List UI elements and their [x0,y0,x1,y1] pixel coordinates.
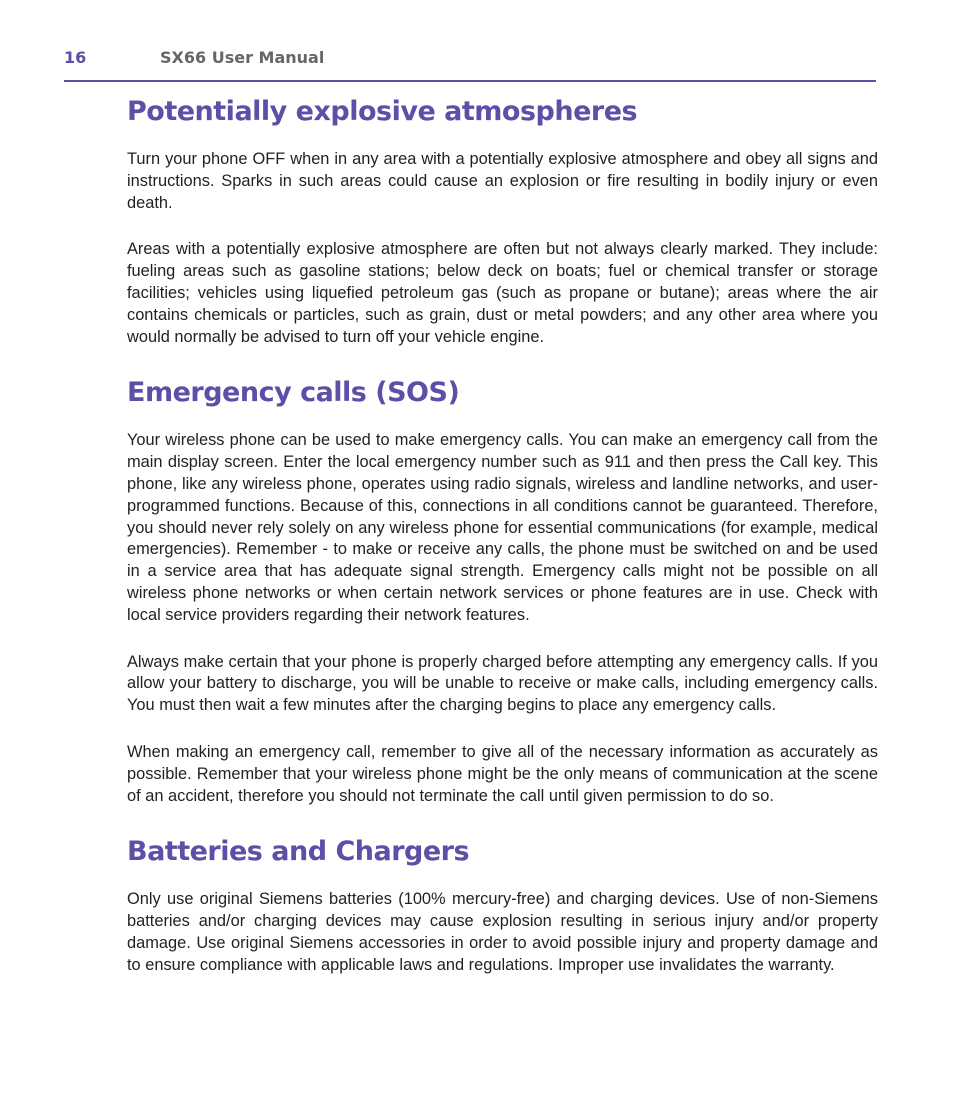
section-emergency-calls [127,373,878,807]
page-number: 16 [64,48,87,67]
section-heading: Emergency calls (SOS) [127,377,460,409]
paragraph: Your wireless phone can be used to make emergency calls. You can make an emergency call from the main display screen. Enter the local emergency number such as 911 and then press the Call key. This phone, like any wireless phone, operates using radio signals, wireless and landline networks, and user-programmed functions. Because of this, connections in all conditions cannot be guaranteed. Therefore, you should never rely solely on any wireless phone for essential communications (for example, medical emergencies). Remember - to make or receive any calls, the phone must be switched on and be used in a service area that has adequate signal strength. Emergency calls might not be possible on all wireless phone networks or when certain network services or phone features are in use. Check with local service providers regarding their network features. [127,431,878,624]
section-heading: Potentially explosive atmospheres [127,96,638,127]
page-header [64,46,876,82]
paragraph: Areas with a potentially explosive atmosphere are often but not always clearly marked. They include: fueling areas such as gasoline stations; below deck on boats; fuel or chemical transfer or storage facilities; vehicles using liquefied petroleum gas (such as propane or butane); areas where the air contains chemicals or particles, such as grain, dust or metal powders; and any other area where you would normally be advised to turn off your vehicle engine. [127,240,878,346]
paragraph: Only use original Siemens batteries (100% mercury-free) and charging devices. Use of non-Siemens batteries and/or charging devices may cause explosion resulting in serious injury and/or property damage. Use original Siemens accessories in order to avoid possible injury and property damage and to ensure compliance with applicable laws and regulations. Improper use invalidates the warranty. [127,890,878,974]
paragraph: When making an emergency call, remember to give all of the necessary information as accurately as possible. Remember that your wireless phone might be the only means of communication at the scene of an accident, therefore you should not terminate the call until given permission to do so. [127,742,878,805]
section-heading: Batteries and Chargers [127,836,470,868]
paragraph: Always make certain that your phone is properly charged before attempting any emergency calls. If you allow your battery to discharge, you will be unable to receive or make calls, including emergency calls. You must then wait a few minutes after the charging begins to place any emergency calls. [127,652,878,715]
manual-title: SX66 User Manual [160,48,325,67]
paragraph: Turn your phone OFF when in any area with a potentially explosive atmosphere and obey all signs and instructions. Sparks in such areas could cause an explosion or fire resulting in bodily injury or even death. [127,150,878,212]
section-batteries-chargers [127,832,878,976]
page-content [127,92,878,1002]
section-explosive-atmospheres [127,92,878,348]
